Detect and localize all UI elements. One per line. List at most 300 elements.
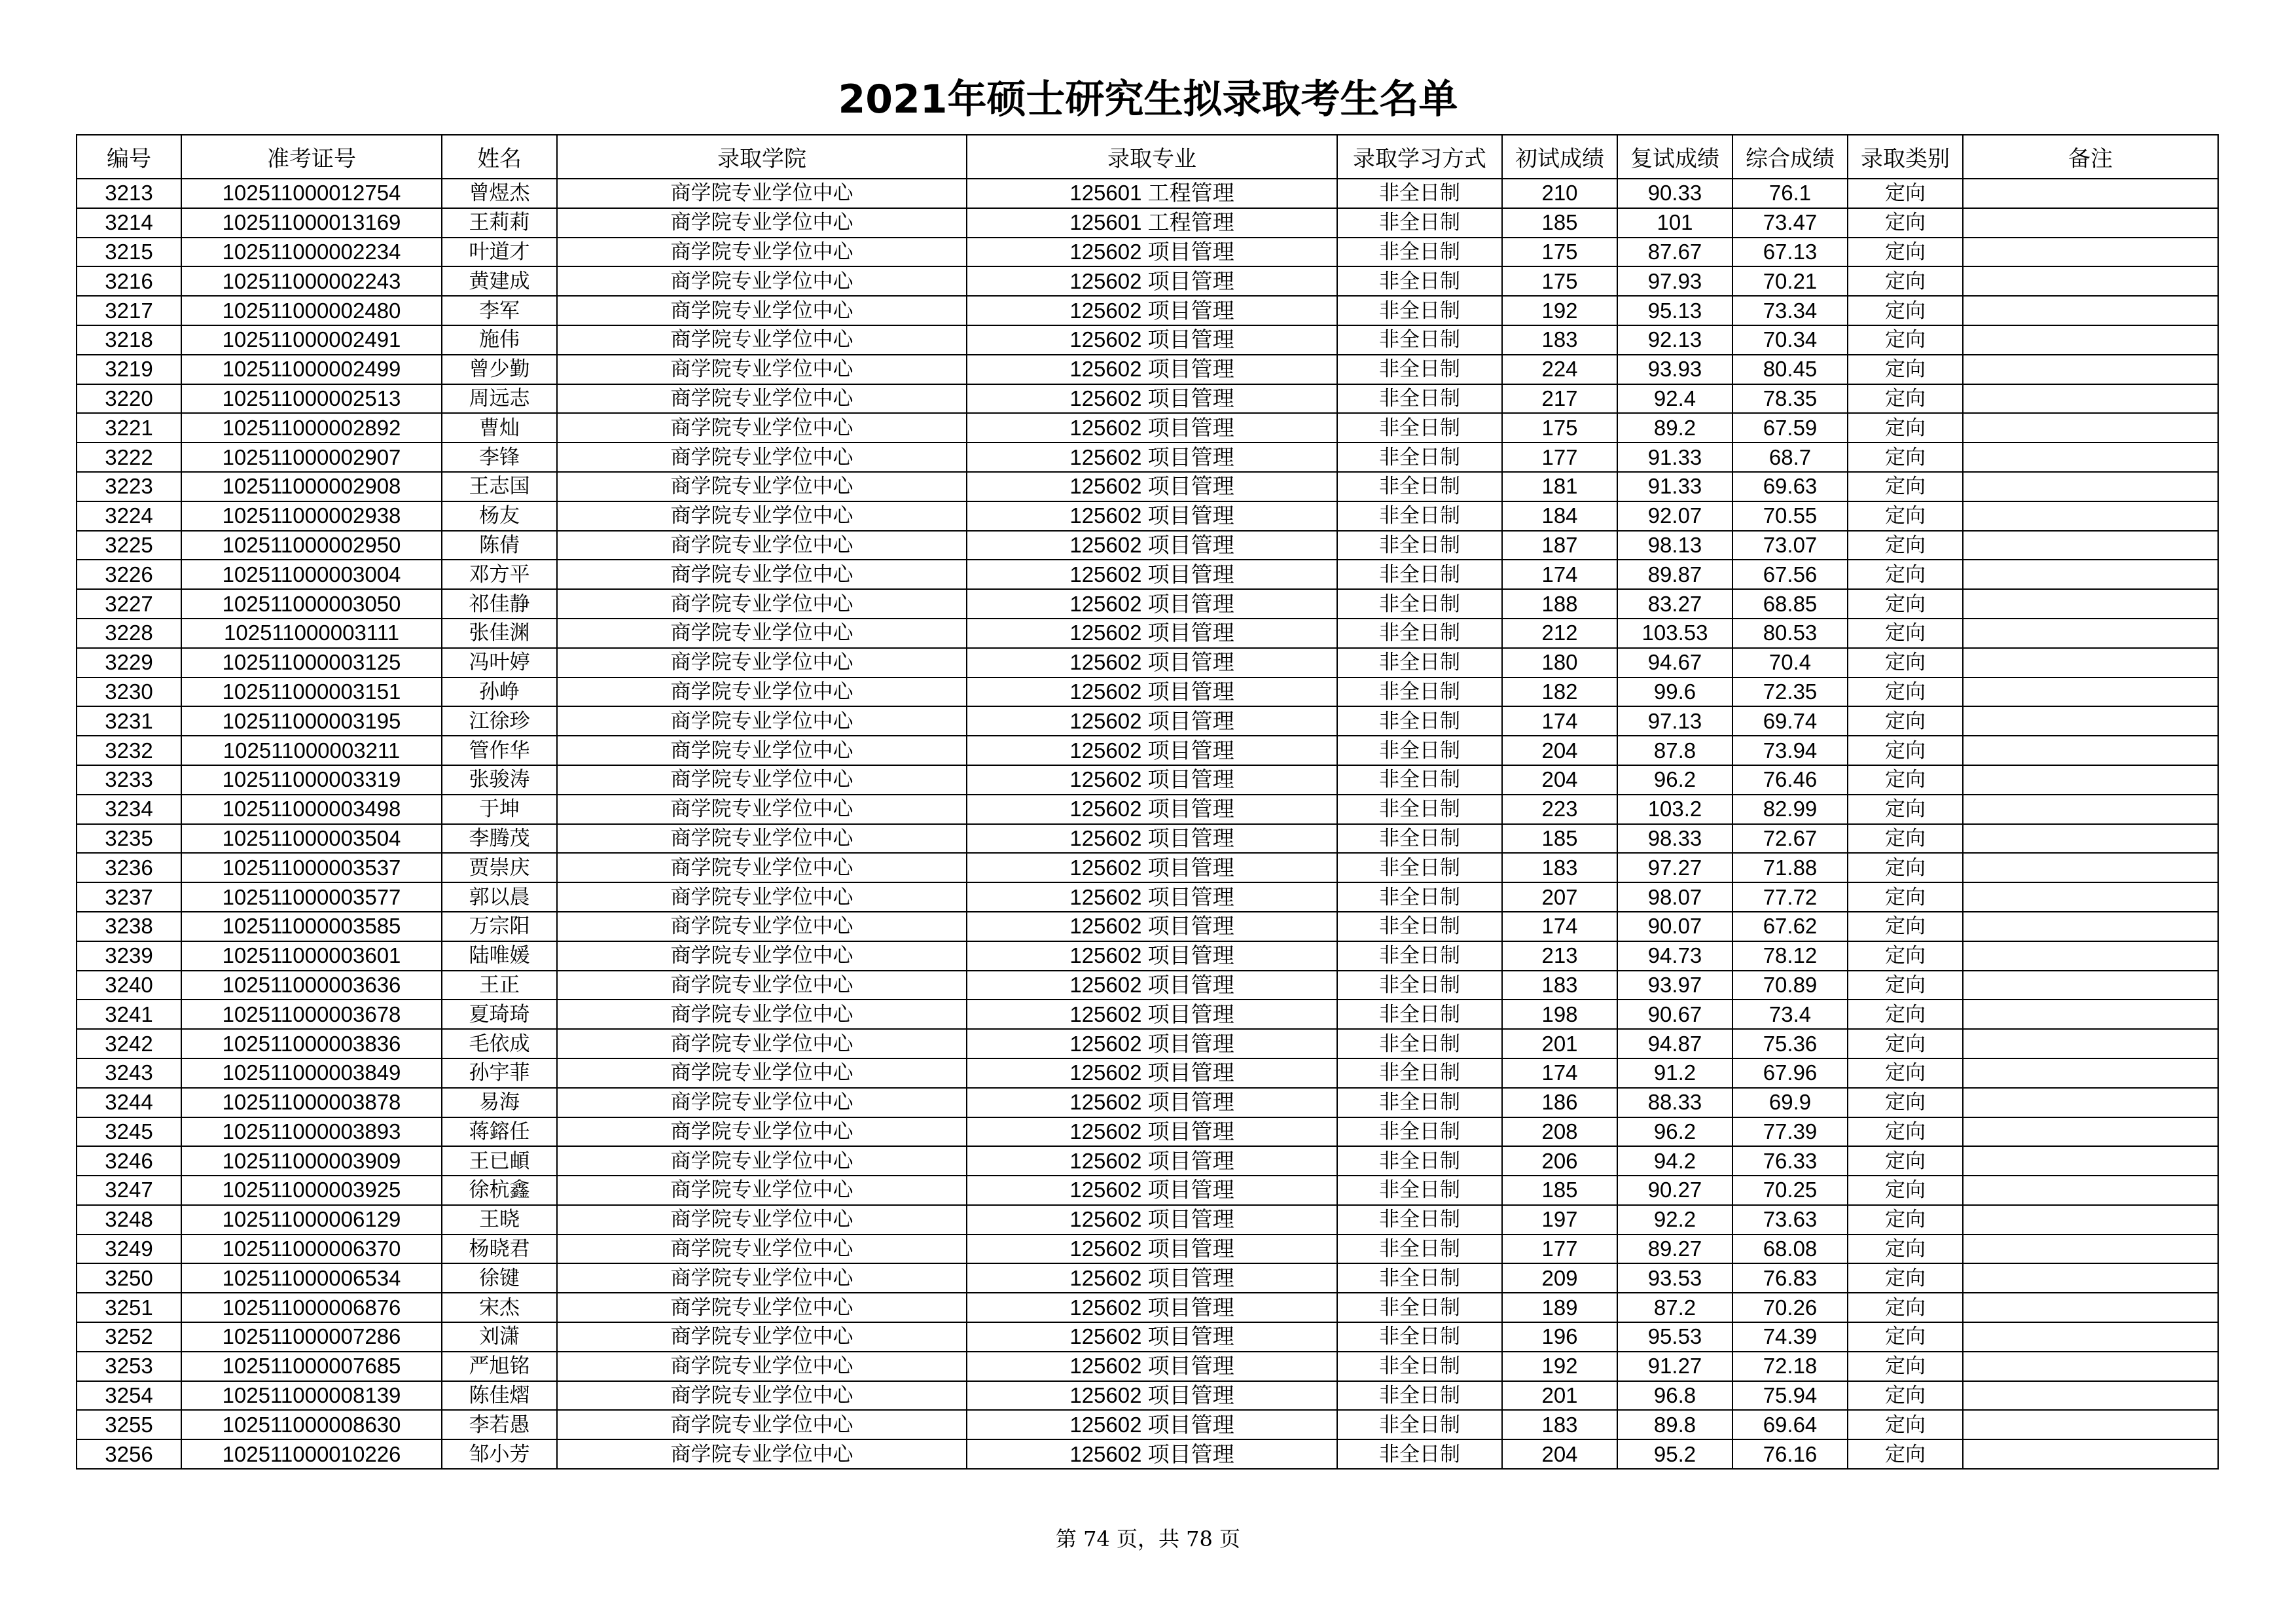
cell-initial-score: 177 — [1502, 442, 1617, 472]
cell-major: 125602 项目管理 — [967, 472, 1337, 501]
cell-major: 125602 项目管理 — [967, 853, 1337, 882]
cell-study-mode: 非全日制 — [1337, 853, 1502, 882]
cell-study-mode: 非全日制 — [1337, 472, 1502, 501]
cell-major: 125602 项目管理 — [967, 941, 1337, 971]
cell-initial-score: 180 — [1502, 648, 1617, 677]
cell-exam-id: 102511000002908 — [181, 472, 442, 501]
table-row — [77, 413, 2218, 442]
cell-initial-score: 201 — [1502, 1381, 1617, 1411]
cell-category: 定向 — [1848, 355, 1963, 384]
cell-study-mode: 非全日制 — [1337, 706, 1502, 736]
cell-college: 商学院专业学位中心 — [557, 736, 967, 765]
cell-total-score: 68.85 — [1732, 589, 1848, 619]
table-row — [77, 824, 2218, 854]
cell-study-mode: 非全日制 — [1337, 1058, 1502, 1088]
cell-category: 定向 — [1848, 560, 1963, 589]
cell-total-score: 77.72 — [1732, 882, 1848, 912]
cell-study-mode: 非全日制 — [1337, 560, 1502, 589]
cell-category: 定向 — [1848, 472, 1963, 501]
table-row — [77, 266, 2218, 296]
cell-college: 商学院专业学位中心 — [557, 648, 967, 677]
cell-number: 3242 — [77, 1029, 181, 1058]
cell-remarks — [1963, 1088, 2218, 1117]
table-row — [77, 501, 2218, 531]
cell-study-mode: 非全日制 — [1337, 1176, 1502, 1205]
cell-total-score: 75.94 — [1732, 1381, 1848, 1411]
table-row — [77, 736, 2218, 765]
cell-college: 商学院专业学位中心 — [557, 824, 967, 854]
cell-study-mode: 非全日制 — [1337, 355, 1502, 384]
cell-retest-score: 87.8 — [1617, 736, 1732, 765]
cell-exam-id: 102511000002907 — [181, 442, 442, 472]
cell-name: 张佳渊 — [442, 619, 557, 648]
cell-major: 125602 项目管理 — [967, 1293, 1337, 1322]
cell-major: 125602 项目管理 — [967, 619, 1337, 648]
table-row — [77, 648, 2218, 677]
cell-category: 定向 — [1848, 648, 1963, 677]
cell-exam-id: 102511000003585 — [181, 912, 442, 941]
cell-exam-id: 102511000003849 — [181, 1058, 442, 1088]
cell-initial-score: 183 — [1502, 971, 1617, 1000]
table-row — [77, 1322, 2218, 1352]
cell-initial-score: 204 — [1502, 1439, 1617, 1469]
cell-study-mode: 非全日制 — [1337, 589, 1502, 619]
cell-total-score: 74.39 — [1732, 1322, 1848, 1352]
cell-total-score: 72.35 — [1732, 677, 1848, 707]
cell-exam-id: 102511000002513 — [181, 384, 442, 414]
cell-study-mode: 非全日制 — [1337, 1146, 1502, 1176]
cell-retest-score: 90.33 — [1617, 179, 1732, 208]
cell-major: 125602 项目管理 — [967, 706, 1337, 736]
cell-total-score: 70.21 — [1732, 266, 1848, 296]
cell-study-mode: 非全日制 — [1337, 384, 1502, 414]
cell-study-mode: 非全日制 — [1337, 619, 1502, 648]
table-row — [77, 355, 2218, 384]
cell-name: 夏琦琦 — [442, 1000, 557, 1029]
cell-exam-id: 102511000002938 — [181, 501, 442, 531]
cell-total-score: 70.25 — [1732, 1176, 1848, 1205]
cell-retest-score: 96.2 — [1617, 1117, 1732, 1147]
cell-initial-score: 204 — [1502, 765, 1617, 795]
cell-study-mode: 非全日制 — [1337, 795, 1502, 824]
cell-number: 3235 — [77, 824, 181, 854]
cell-study-mode: 非全日制 — [1337, 677, 1502, 707]
cell-number: 3223 — [77, 472, 181, 501]
cell-number: 3252 — [77, 1322, 181, 1352]
cell-exam-id: 102511000012754 — [181, 179, 442, 208]
cell-study-mode: 非全日制 — [1337, 1205, 1502, 1235]
cell-total-score: 78.35 — [1732, 384, 1848, 414]
cell-remarks — [1963, 355, 2218, 384]
cell-remarks — [1963, 736, 2218, 765]
cell-number: 3222 — [77, 442, 181, 472]
cell-name: 邓方平 — [442, 560, 557, 589]
cell-number: 3232 — [77, 736, 181, 765]
cell-college: 商学院专业学位中心 — [557, 882, 967, 912]
cell-major: 125602 项目管理 — [967, 1352, 1337, 1381]
column-header-remarks: 备注 — [1963, 135, 2218, 179]
cell-category: 定向 — [1848, 1381, 1963, 1411]
table-row — [77, 179, 2218, 208]
cell-number: 3243 — [77, 1058, 181, 1088]
column-header-initial-score: 初试成绩 — [1502, 135, 1617, 179]
table-row — [77, 1029, 2218, 1058]
cell-name: 杨友 — [442, 501, 557, 531]
cell-retest-score: 94.67 — [1617, 648, 1732, 677]
cell-number: 3245 — [77, 1117, 181, 1147]
cell-remarks — [1963, 1293, 2218, 1322]
cell-exam-id: 102511000003125 — [181, 648, 442, 677]
cell-initial-score: 192 — [1502, 296, 1617, 325]
cell-category: 定向 — [1848, 531, 1963, 560]
cell-category: 定向 — [1848, 179, 1963, 208]
cell-remarks — [1963, 1352, 2218, 1381]
cell-category: 定向 — [1848, 706, 1963, 736]
cell-retest-score: 98.13 — [1617, 531, 1732, 560]
cell-number: 3224 — [77, 501, 181, 531]
cell-name: 陈倩 — [442, 531, 557, 560]
column-header-college: 录取学院 — [557, 135, 967, 179]
cell-college: 商学院专业学位中心 — [557, 1029, 967, 1058]
cell-initial-score: 197 — [1502, 1205, 1617, 1235]
cell-study-mode: 非全日制 — [1337, 912, 1502, 941]
cell-remarks — [1963, 648, 2218, 677]
table-row — [77, 853, 2218, 882]
cell-study-mode: 非全日制 — [1337, 1263, 1502, 1293]
cell-category: 定向 — [1848, 442, 1963, 472]
cell-number: 3250 — [77, 1263, 181, 1293]
table-row — [77, 208, 2218, 238]
cell-college: 商学院专业学位中心 — [557, 1146, 967, 1176]
cell-number: 3256 — [77, 1439, 181, 1469]
cell-remarks — [1963, 589, 2218, 619]
cell-college: 商学院专业学位中心 — [557, 795, 967, 824]
cell-exam-id: 102511000003211 — [181, 736, 442, 765]
cell-category: 定向 — [1848, 296, 1963, 325]
cell-number: 3220 — [77, 384, 181, 414]
cell-college: 商学院专业学位中心 — [557, 472, 967, 501]
cell-total-score: 71.88 — [1732, 853, 1848, 882]
cell-study-mode: 非全日制 — [1337, 208, 1502, 238]
cell-name: 冯叶婷 — [442, 648, 557, 677]
cell-study-mode: 非全日制 — [1337, 266, 1502, 296]
table-row — [77, 238, 2218, 267]
cell-number: 3218 — [77, 325, 181, 355]
cell-name: 易海 — [442, 1088, 557, 1117]
cell-study-mode: 非全日制 — [1337, 824, 1502, 854]
cell-retest-score: 87.67 — [1617, 238, 1732, 267]
table-row — [77, 442, 2218, 472]
cell-category: 定向 — [1848, 589, 1963, 619]
cell-retest-score: 95.2 — [1617, 1439, 1732, 1469]
cell-name: 宋杰 — [442, 1293, 557, 1322]
cell-exam-id: 102511000003836 — [181, 1029, 442, 1058]
cell-college: 商学院专业学位中心 — [557, 179, 967, 208]
cell-college: 商学院专业学位中心 — [557, 384, 967, 414]
cell-name: 周远志 — [442, 384, 557, 414]
cell-retest-score: 90.07 — [1617, 912, 1732, 941]
cell-college: 商学院专业学位中心 — [557, 677, 967, 707]
cell-major: 125602 项目管理 — [967, 1235, 1337, 1264]
cell-name: 孙峥 — [442, 677, 557, 707]
cell-initial-score: 208 — [1502, 1117, 1617, 1147]
cell-total-score: 73.34 — [1732, 296, 1848, 325]
cell-initial-score: 209 — [1502, 1263, 1617, 1293]
cell-remarks — [1963, 413, 2218, 442]
cell-name: 徐键 — [442, 1263, 557, 1293]
cell-retest-score: 90.67 — [1617, 1000, 1732, 1029]
table-row — [77, 677, 2218, 707]
cell-total-score: 76.33 — [1732, 1146, 1848, 1176]
cell-total-score: 78.12 — [1732, 941, 1848, 971]
cell-major: 125602 项目管理 — [967, 1029, 1337, 1058]
cell-study-mode: 非全日制 — [1337, 325, 1502, 355]
cell-major: 125602 项目管理 — [967, 238, 1337, 267]
cell-name: 蒋鎔任 — [442, 1117, 557, 1147]
cell-major: 125602 项目管理 — [967, 1146, 1337, 1176]
cell-study-mode: 非全日制 — [1337, 1088, 1502, 1117]
cell-remarks — [1963, 1205, 2218, 1235]
cell-number: 3254 — [77, 1381, 181, 1411]
cell-major: 125602 项目管理 — [967, 1176, 1337, 1205]
cell-name: 李军 — [442, 296, 557, 325]
table-row — [77, 560, 2218, 589]
column-header-category: 录取类别 — [1848, 135, 1963, 179]
table-row — [77, 1205, 2218, 1235]
cell-exam-id: 102511000013169 — [181, 208, 442, 238]
cell-category: 定向 — [1848, 795, 1963, 824]
cell-initial-score: 185 — [1502, 1176, 1617, 1205]
cell-name: 管作华 — [442, 736, 557, 765]
cell-exam-id: 102511000003678 — [181, 1000, 442, 1029]
cell-college: 商学院专业学位中心 — [557, 442, 967, 472]
cell-total-score: 67.13 — [1732, 238, 1848, 267]
column-header-total-score: 综合成绩 — [1732, 135, 1848, 179]
table-body — [77, 179, 2218, 1469]
cell-number: 3221 — [77, 413, 181, 442]
cell-category: 定向 — [1848, 619, 1963, 648]
column-header-major: 录取专业 — [967, 135, 1337, 179]
cell-college: 商学院专业学位中心 — [557, 912, 967, 941]
cell-initial-score: 186 — [1502, 1088, 1617, 1117]
cell-initial-score: 185 — [1502, 208, 1617, 238]
table-row — [77, 1117, 2218, 1147]
cell-initial-score: 206 — [1502, 1146, 1617, 1176]
cell-retest-score: 89.27 — [1617, 1235, 1732, 1264]
cell-retest-score: 93.93 — [1617, 355, 1732, 384]
cell-college: 商学院专业学位中心 — [557, 1000, 967, 1029]
cell-college: 商学院专业学位中心 — [557, 1410, 967, 1439]
cell-study-mode: 非全日制 — [1337, 1410, 1502, 1439]
cell-category: 定向 — [1848, 1352, 1963, 1381]
cell-exam-id: 102511000003601 — [181, 941, 442, 971]
cell-category: 定向 — [1848, 1029, 1963, 1058]
cell-category: 定向 — [1848, 736, 1963, 765]
cell-name: 祁佳静 — [442, 589, 557, 619]
cell-retest-score: 97.27 — [1617, 853, 1732, 882]
cell-major: 125602 项目管理 — [967, 1410, 1337, 1439]
cell-initial-score: 196 — [1502, 1322, 1617, 1352]
cell-total-score: 69.74 — [1732, 706, 1848, 736]
table-row — [77, 1235, 2218, 1264]
cell-major: 125602 项目管理 — [967, 1205, 1337, 1235]
cell-name: 严旭铭 — [442, 1352, 557, 1381]
cell-retest-score: 98.07 — [1617, 882, 1732, 912]
cell-study-mode: 非全日制 — [1337, 296, 1502, 325]
cell-exam-id: 102511000003498 — [181, 795, 442, 824]
table-row — [77, 1088, 2218, 1117]
cell-category: 定向 — [1848, 1058, 1963, 1088]
cell-initial-score: 174 — [1502, 912, 1617, 941]
cell-category: 定向 — [1848, 1410, 1963, 1439]
cell-major: 125602 项目管理 — [967, 648, 1337, 677]
cell-initial-score: 207 — [1502, 882, 1617, 912]
cell-major: 125602 项目管理 — [967, 501, 1337, 531]
cell-category: 定向 — [1848, 208, 1963, 238]
cell-exam-id: 102511000003577 — [181, 882, 442, 912]
cell-retest-score: 94.2 — [1617, 1146, 1732, 1176]
cell-total-score: 72.18 — [1732, 1352, 1848, 1381]
cell-major: 125602 项目管理 — [967, 442, 1337, 472]
cell-total-score: 72.67 — [1732, 824, 1848, 854]
cell-major: 125602 项目管理 — [967, 384, 1337, 414]
cell-college: 商学院专业学位中心 — [557, 1263, 967, 1293]
table-row — [77, 1293, 2218, 1322]
cell-exam-id: 102511000003636 — [181, 971, 442, 1000]
cell-category: 定向 — [1848, 1146, 1963, 1176]
cell-initial-score: 174 — [1502, 1058, 1617, 1088]
cell-number: 3244 — [77, 1088, 181, 1117]
cell-college: 商学院专业学位中心 — [557, 560, 967, 589]
cell-number: 3229 — [77, 648, 181, 677]
table-row — [77, 1410, 2218, 1439]
cell-number: 3240 — [77, 971, 181, 1000]
cell-remarks — [1963, 765, 2218, 795]
cell-total-score: 70.26 — [1732, 1293, 1848, 1322]
cell-initial-score: 217 — [1502, 384, 1617, 414]
cell-major: 125602 项目管理 — [967, 1058, 1337, 1088]
cell-name: 张骏涛 — [442, 765, 557, 795]
cell-college: 商学院专业学位中心 — [557, 971, 967, 1000]
cell-retest-score: 99.6 — [1617, 677, 1732, 707]
cell-number: 3226 — [77, 560, 181, 589]
table-row — [77, 1176, 2218, 1205]
cell-initial-score: 212 — [1502, 619, 1617, 648]
cell-category: 定向 — [1848, 1235, 1963, 1264]
cell-name: 王莉莉 — [442, 208, 557, 238]
cell-initial-score: 181 — [1502, 472, 1617, 501]
cell-retest-score: 91.33 — [1617, 472, 1732, 501]
cell-initial-score: 188 — [1502, 589, 1617, 619]
cell-number: 3215 — [77, 238, 181, 267]
cell-college: 商学院专业学位中心 — [557, 266, 967, 296]
cell-major: 125602 项目管理 — [967, 677, 1337, 707]
cell-name: 李锋 — [442, 442, 557, 472]
cell-remarks — [1963, 1322, 2218, 1352]
cell-name: 黄建成 — [442, 266, 557, 296]
cell-major: 125602 项目管理 — [967, 296, 1337, 325]
cell-retest-score: 93.97 — [1617, 971, 1732, 1000]
cell-study-mode: 非全日制 — [1337, 736, 1502, 765]
cell-total-score: 70.34 — [1732, 325, 1848, 355]
cell-study-mode: 非全日制 — [1337, 1322, 1502, 1352]
column-header-retest-score: 复试成绩 — [1617, 135, 1732, 179]
cell-name: 陈佳熠 — [442, 1381, 557, 1411]
cell-total-score: 69.64 — [1732, 1410, 1848, 1439]
cell-total-score: 77.39 — [1732, 1117, 1848, 1147]
table-row — [77, 912, 2218, 941]
cell-initial-score: 183 — [1502, 325, 1617, 355]
cell-retest-score: 103.2 — [1617, 795, 1732, 824]
cell-retest-score: 95.53 — [1617, 1322, 1732, 1352]
cell-remarks — [1963, 1029, 2218, 1058]
cell-name: 毛依成 — [442, 1029, 557, 1058]
table-row — [77, 1352, 2218, 1381]
cell-remarks — [1963, 882, 2218, 912]
cell-major: 125602 项目管理 — [967, 824, 1337, 854]
cell-number: 3234 — [77, 795, 181, 824]
cell-study-mode: 非全日制 — [1337, 1293, 1502, 1322]
cell-initial-score: 187 — [1502, 531, 1617, 560]
cell-category: 定向 — [1848, 1293, 1963, 1322]
cell-name: 万宗阳 — [442, 912, 557, 941]
table-row — [77, 589, 2218, 619]
cell-retest-score: 97.13 — [1617, 706, 1732, 736]
cell-college: 商学院专业学位中心 — [557, 1088, 967, 1117]
cell-name: 王正 — [442, 971, 557, 1000]
cell-initial-score: 185 — [1502, 824, 1617, 854]
table-row — [77, 971, 2218, 1000]
cell-name: 施伟 — [442, 325, 557, 355]
cell-college: 商学院专业学位中心 — [557, 1293, 967, 1322]
cell-study-mode: 非全日制 — [1337, 531, 1502, 560]
cell-number: 3236 — [77, 853, 181, 882]
cell-remarks — [1963, 1235, 2218, 1264]
cell-exam-id: 102511000003504 — [181, 824, 442, 854]
cell-exam-id: 102511000002499 — [181, 355, 442, 384]
cell-initial-score: 184 — [1502, 501, 1617, 531]
cell-college: 商学院专业学位中心 — [557, 765, 967, 795]
table-row — [77, 296, 2218, 325]
cell-exam-id: 102511000003004 — [181, 560, 442, 589]
cell-total-score: 73.07 — [1732, 531, 1848, 560]
cell-study-mode: 非全日制 — [1337, 1117, 1502, 1147]
cell-major: 125602 项目管理 — [967, 589, 1337, 619]
cell-college: 商学院专业学位中心 — [557, 1235, 967, 1264]
cell-name: 孙宇菲 — [442, 1058, 557, 1088]
cell-name: 曹灿 — [442, 413, 557, 442]
cell-retest-score: 91.2 — [1617, 1058, 1732, 1088]
cell-major: 125602 项目管理 — [967, 1088, 1337, 1117]
cell-total-score: 76.16 — [1732, 1439, 1848, 1469]
cell-initial-score: 183 — [1502, 1410, 1617, 1439]
cell-category: 定向 — [1848, 1000, 1963, 1029]
cell-initial-score: 175 — [1502, 266, 1617, 296]
table-row — [77, 941, 2218, 971]
cell-study-mode: 非全日制 — [1337, 648, 1502, 677]
cell-remarks — [1963, 795, 2218, 824]
cell-initial-score: 189 — [1502, 1293, 1617, 1322]
cell-retest-score: 91.27 — [1617, 1352, 1732, 1381]
cell-number: 3239 — [77, 941, 181, 971]
cell-name: 徐杭鑫 — [442, 1176, 557, 1205]
cell-major: 125602 项目管理 — [967, 413, 1337, 442]
cell-college: 商学院专业学位中心 — [557, 531, 967, 560]
cell-number: 3213 — [77, 179, 181, 208]
cell-college: 商学院专业学位中心 — [557, 589, 967, 619]
column-header-exam-id: 准考证号 — [181, 135, 442, 179]
cell-retest-score: 89.8 — [1617, 1410, 1732, 1439]
